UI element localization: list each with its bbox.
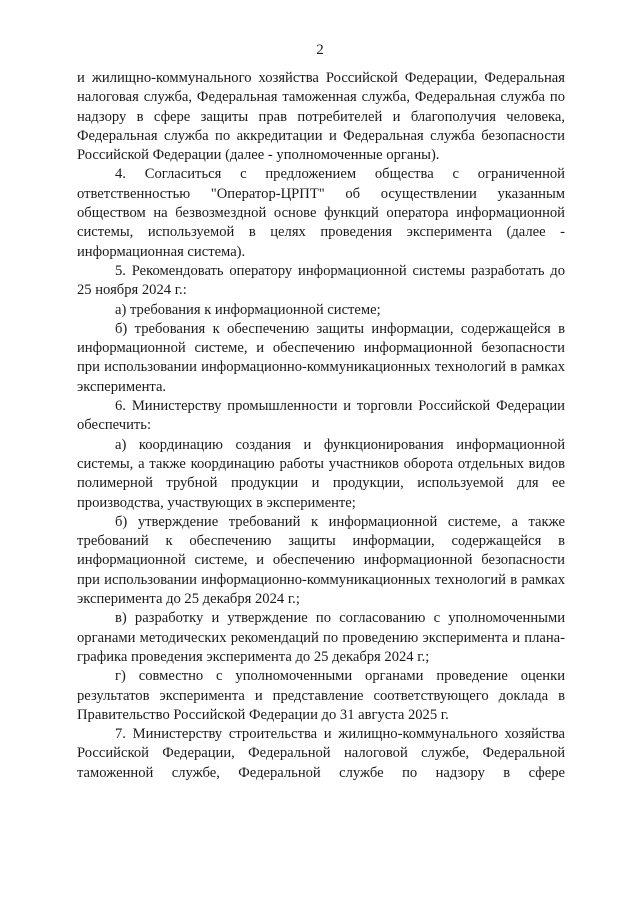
paragraph-item-5b: б) требования к обеспечению защиты информации, содержащейся в информационной системе, и обеспечению информационной безопасности при использовании информационно-коммуникационных технологий в рамках эксперимента. [77,320,565,395]
paragraph-item-6b: б) утверждение требований к информационной системе, а также требований к обеспечению защиты информации, содержащейся в информационной системе, и обеспечению информационной безопасности при использовании информационно-коммуникационных технологий в рамках эксперимента до 25 декабря 2024 г.; [77,513,565,608]
paragraph-item-6v: в) разработку и утверждение по согласованию с уполномоченными органами методических рекомендаций по проведению эксперимента и плана-графика проведения эксперимента до 25 декабря 2024 г.; [77,610,565,665]
paragraph-continuation: и жилищно-коммунального хозяйства Российской Федерации, Федеральная налоговая служба, Федеральная таможенная служба, Федеральная служба по надзору в сфере защиты прав потребителей и благополучия человека, Федеральная служба по аккредитации и Федеральная служба безопасности Российской Федерации (далее - уполномоченные органы). [77,70,565,164]
paragraph-item-6g: г) совместно с уполномоченными органами проведение оценки результатов эксперимента и представление соответствующего доклада в Правительство Российской Федерации до 31 августа 2025 г. [77,668,565,723]
page-number: 2 [316,42,324,58]
paragraph-item-7: 7. Министерству строительства и жилищно-коммунального хозяйства Российской Федерации, Федеральной налоговой службе, Федеральной таможенной службе, Федеральной службе по надзору в сфере [77,726,565,781]
paragraph-item-6a: а) координацию создания и функционирования информационной системы, а также координацию работы участников оборота отдельных видов полимерной трубной продукции и продукции, используемой для ее производства, участвующих в эксперименте; [77,436,565,511]
paragraph-item-6: 6. Министерству промышленности и торговли Российской Федерации обеспечить: [77,398,565,434]
paragraph-item-5: 5. Рекомендовать оператору информационной системы разработать до 25 ноября 2024 г.: [77,262,565,299]
paragraph-item-4: 4. Согласиться с предложением общества с ограниченной ответственностью "Оператор-ЦРПТ" об осуществлении указанным обществом на безвозмездной основе функций оператора информационной системы, используемой в целях проведения эксперимента (далее - информационная система). [77,166,565,260]
document-body [77,69,565,783]
paragraph-item-5a: а) требования к информационной системе; [115,301,381,318]
